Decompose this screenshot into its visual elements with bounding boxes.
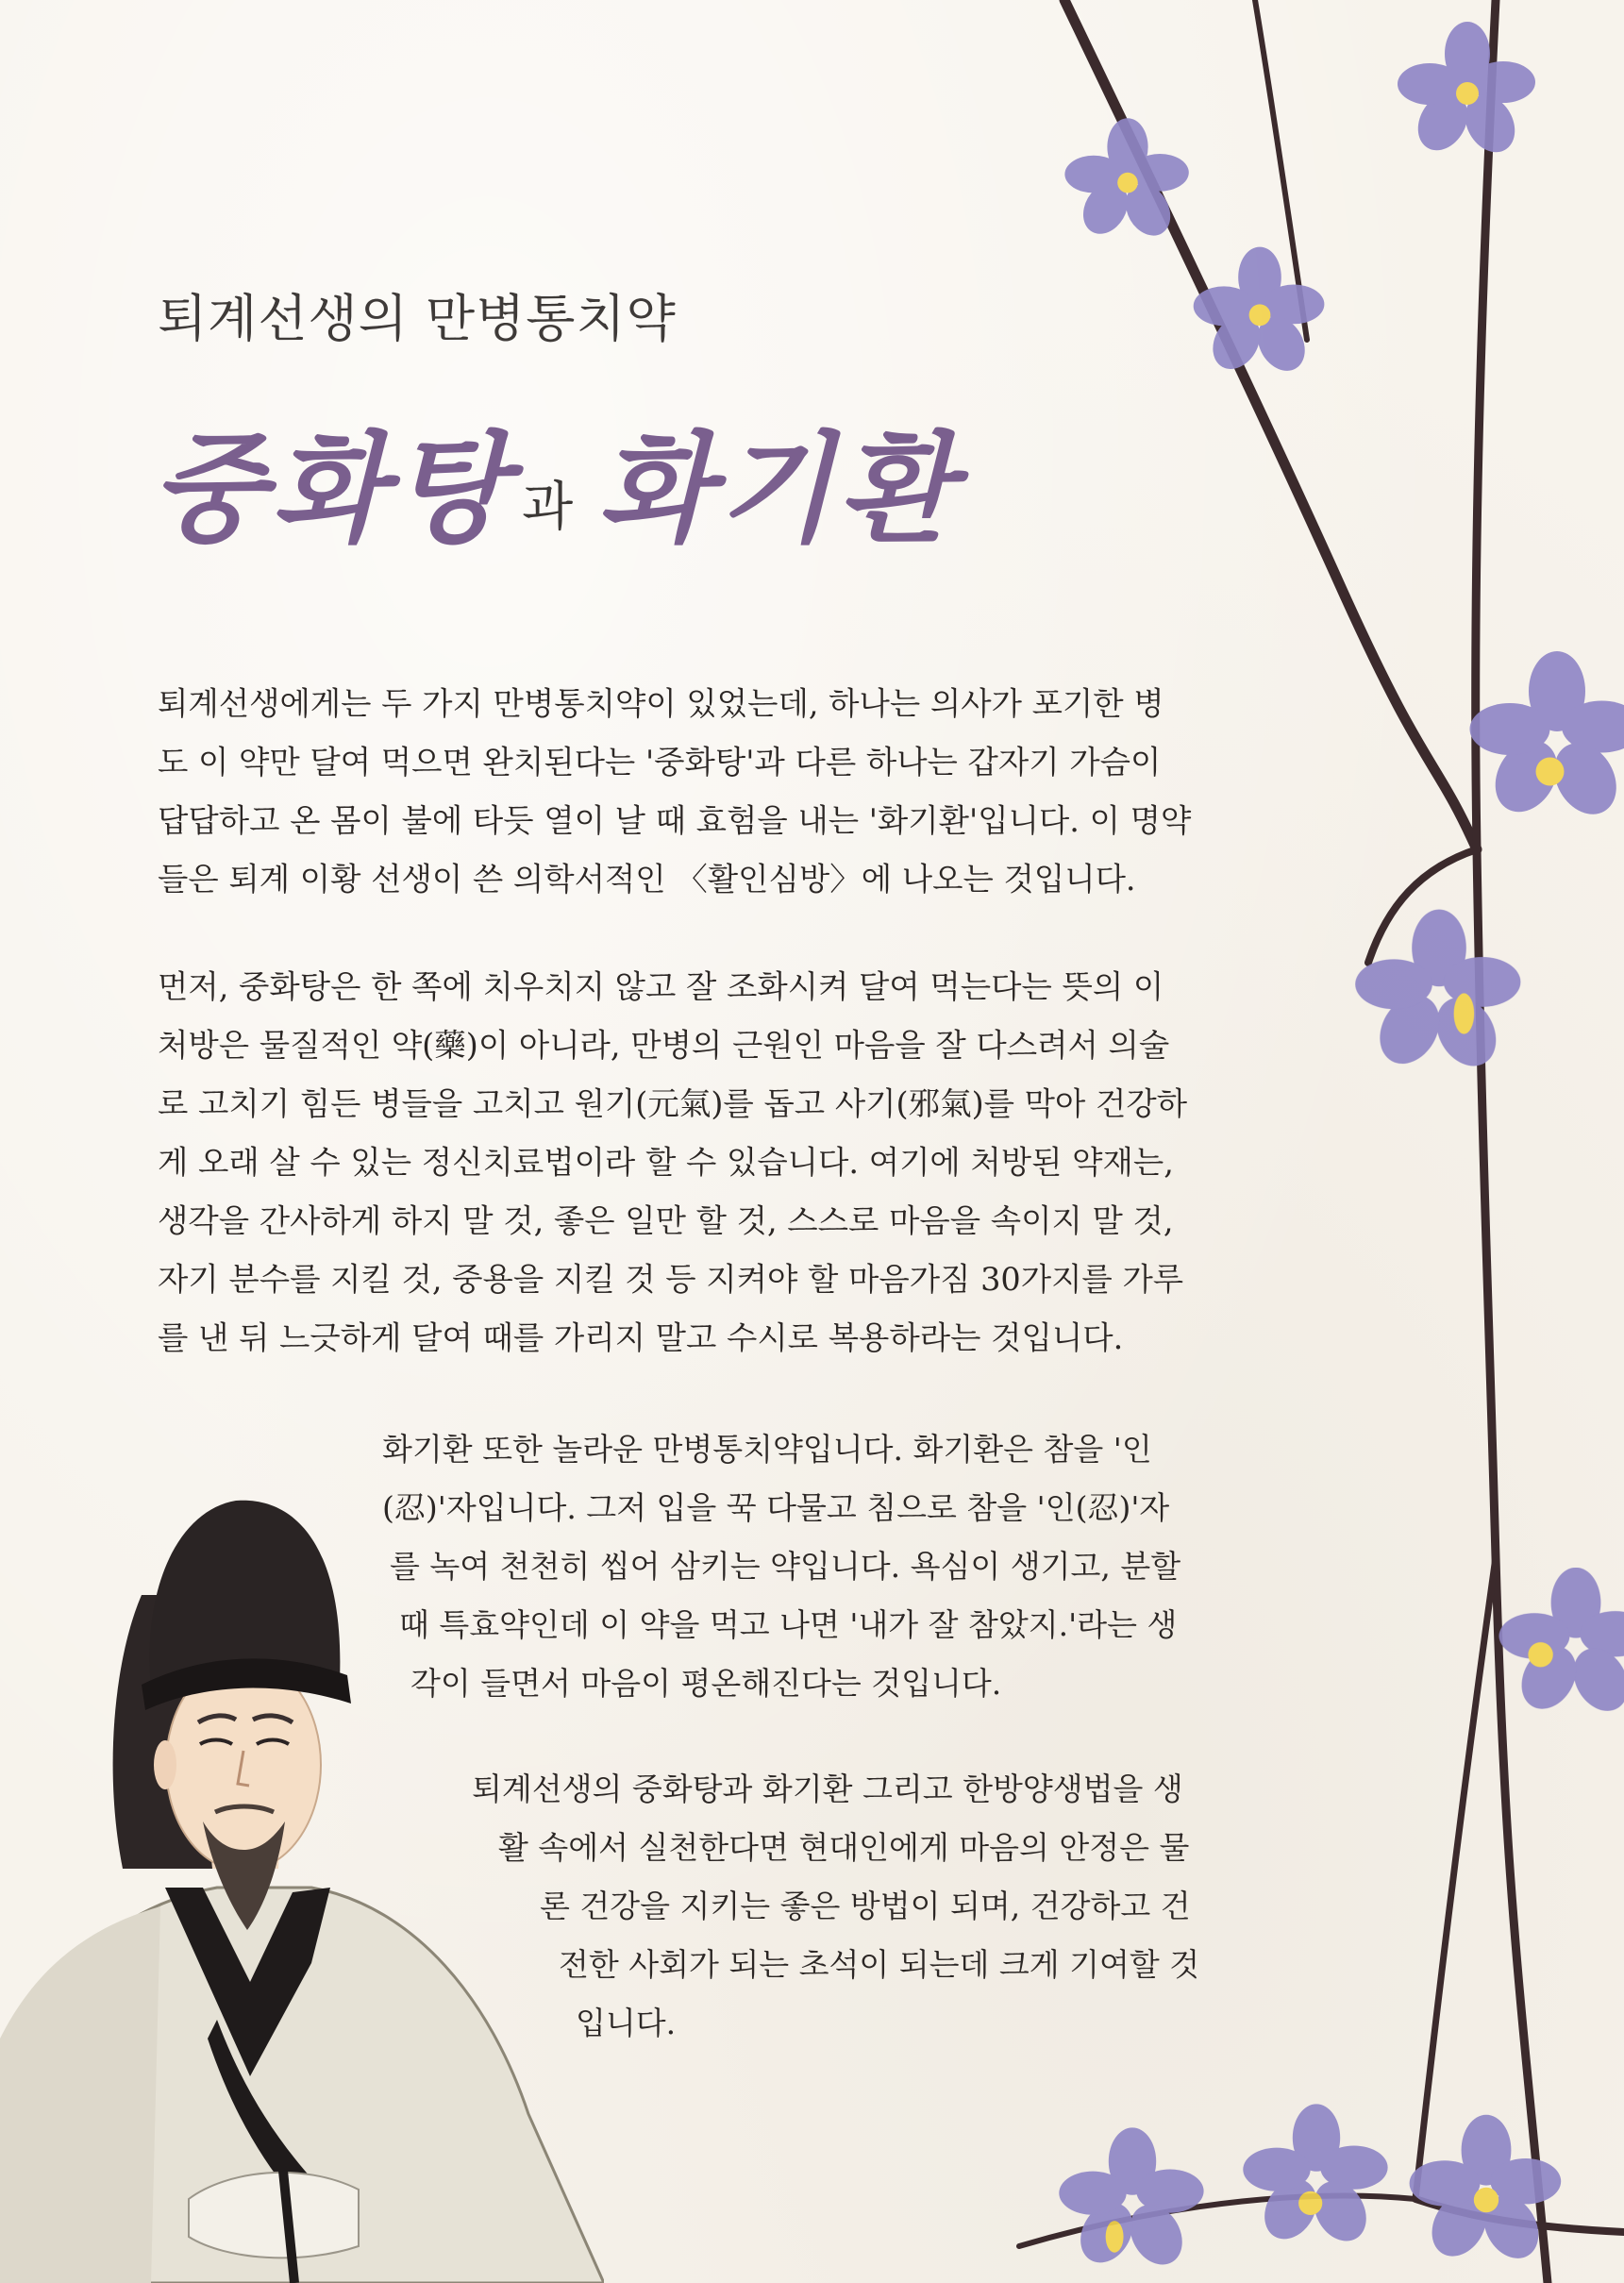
paragraph-line: 각이 들면서 마음이 평온해진다는 것입니다. — [410, 1665, 1002, 1702]
paragraph-line: 를 낸 뒤 느긋하게 달여 때를 가리지 말고 수시로 복용하라는 것입니다. — [158, 1319, 1124, 1356]
paragraph-intro — [158, 675, 1191, 909]
paragraph-line: 처방은 물질적인 약(藥)이 아니라, 만병의 근원인 마음을 잘 다스려서 의술 — [158, 1027, 1170, 1064]
paragraph-line: 퇴계선생에게는 두 가지 만병통치약이 있었는데, 하나는 의사가 포기한 병 — [158, 685, 1164, 722]
paragraph-conclusion — [472, 1760, 1199, 2053]
paragraph-line: 화기환 또한 놀라운 만병통치약입니다. 화기환은 참을 '인 — [382, 1431, 1152, 1468]
page-title — [151, 394, 959, 565]
paragraph-line: 활 속에서 실천한다면 현대인에게 마음의 안정은 물 — [498, 1829, 1190, 1866]
page-subtitle: 퇴계선생의 만병통치약 — [158, 289, 677, 348]
paragraph-line: 들은 퇴계 이황 선생이 쓴 의학서적인 〈활인심방〉에 나오는 것입니다. — [158, 861, 1136, 898]
paragraph-line: 를 녹여 천천히 씹어 삼키는 약입니다. 욕심이 생기고, 분할 — [390, 1548, 1181, 1585]
paragraph-line: 전한 사회가 되는 초석이 되는데 크게 기여할 것 — [559, 1946, 1200, 1983]
title-junghwatang: 중화탕 — [151, 420, 513, 559]
paragraph-line: 퇴계선생의 중화탕과 화기환 그리고 한방양생법을 생 — [472, 1771, 1183, 1807]
paragraph-line: (忍)'자입니다. 그저 입을 꾹 다물고 침으로 참을 '인(忍)'자 — [382, 1489, 1170, 1526]
paragraph-line: 생각을 간사하게 하지 말 것, 좋은 일만 할 것, 스스로 마음을 속이지 말 것, — [158, 1202, 1174, 1239]
paragraph-line: 론 건강을 지키는 좋은 방법이 되며, 건강하고 건 — [540, 1888, 1191, 1924]
paragraph-line: 먼저, 중화탕은 한 쪽에 치우치지 않고 잘 조화시켜 달여 먹는다는 뜻의 이 — [158, 968, 1164, 1005]
paragraph-junghwatang — [158, 958, 1187, 1368]
paragraph-hwagihwan — [382, 1420, 1180, 1713]
paragraph-line: 도 이 약만 달여 먹으면 완치된다는 '중화탕'과 다른 하나는 갑자기 가슴이 — [158, 744, 1162, 781]
paragraph-line: 답답하고 온 몸이 불에 타듯 열이 날 때 효험을 내는 '화기환'입니다. 이 명약 — [158, 802, 1192, 839]
paragraph-line: 게 오래 살 수 있는 정신치료법이라 할 수 있습니다. 여기에 처방된 약재는, — [158, 1144, 1174, 1181]
paragraph-line: 로 고치기 힘든 병들을 고치고 원기(元氣)를 돕고 사기(邪氣)를 막아 건강하 — [158, 1085, 1188, 1122]
paragraph-line: 자기 분수를 지킬 것, 중용을 지킬 것 등 지켜야 할 마음가짐 30가지를 가루 — [158, 1261, 1184, 1298]
title-conjunction: 과 — [522, 477, 574, 538]
title-hwagihwan: 화기환 — [597, 420, 960, 559]
paragraph-line: 때 특효약인데 이 약을 먹고 나면 '내가 잘 참았지.'라는 생 — [399, 1606, 1178, 1643]
paragraph-line: 입니다. — [576, 2005, 677, 2041]
